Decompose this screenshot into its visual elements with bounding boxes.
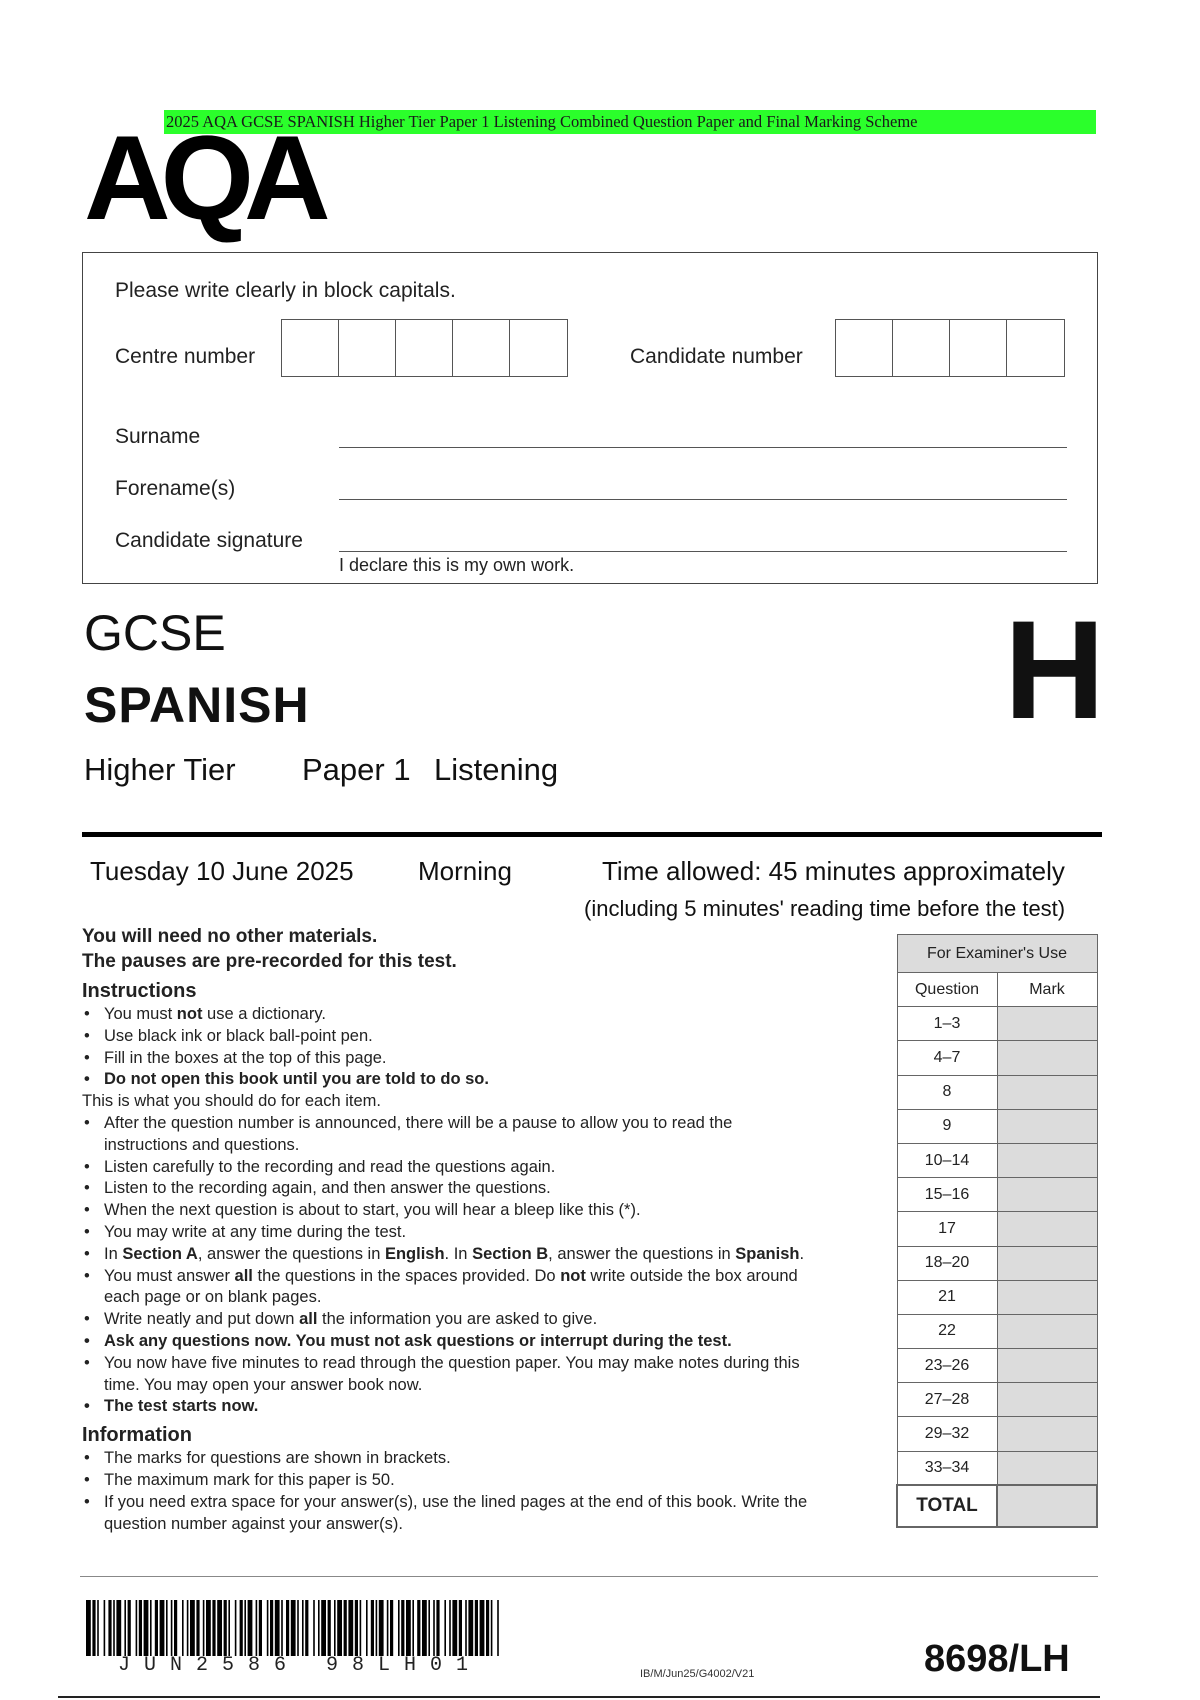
list-item: • You now have five minutes to read through the question paper. You may make notes during this time. You may open your answer book now. — [82, 1353, 812, 1397]
list-item: • Fill in the boxes at the top of this page. — [82, 1048, 812, 1070]
signature-field[interactable] — [339, 551, 1067, 552]
list-item: • If you need extra space for your answer(s), use the lined pages at the end of this book. Write the question number against your answer(s). — [82, 1492, 812, 1536]
barcode-bar — [166, 1600, 168, 1656]
centre-number-digit[interactable] — [453, 320, 510, 376]
barcode-bar — [465, 1600, 467, 1656]
table-row — [897, 1007, 1097, 1041]
barcode-bar — [348, 1600, 353, 1656]
question-range: 23–26 — [897, 1349, 997, 1383]
barcode-bar — [291, 1600, 296, 1656]
barcode-bar — [412, 1600, 414, 1656]
mark-cell[interactable] — [997, 1143, 1097, 1177]
list-item: • You may write at any time during the test. — [82, 1222, 812, 1244]
list-item: • Write neatly and put down all the information you are asked to give. — [82, 1309, 812, 1331]
table-row — [897, 1280, 1097, 1314]
question-range: 18–20 — [897, 1246, 997, 1280]
candidate-number-label: Candidate number — [630, 345, 803, 368]
barcode-bar — [449, 1600, 451, 1656]
mark-cell[interactable] — [997, 1212, 1097, 1246]
question-column-header: Question — [897, 973, 997, 1007]
list-item: • The marks for questions are shown in brackets. — [82, 1448, 812, 1470]
mark-cell[interactable] — [997, 1451, 1097, 1485]
barcode-bar — [297, 1600, 299, 1656]
barcode-bar — [206, 1600, 211, 1656]
list-item: • Ask any questions now. You must not ask questions or interrupt during the test. — [82, 1331, 812, 1353]
centre-number-digit[interactable] — [510, 320, 567, 376]
instructions-list — [82, 1004, 812, 1091]
barcode-bar — [256, 1600, 258, 1656]
mark-cell[interactable] — [997, 1109, 1097, 1143]
barcode-bar — [379, 1600, 384, 1656]
barcode-bar — [417, 1600, 420, 1656]
list-item: • In Section A, answer the questions in English. In Section B, answer the questions in Spanish. — [82, 1244, 812, 1266]
table-row — [897, 1314, 1097, 1348]
mark-cell[interactable] — [997, 1383, 1097, 1417]
barcode — [86, 1600, 502, 1656]
qualification-title: GCSE — [84, 605, 226, 661]
table-row — [897, 1383, 1097, 1417]
barcode-bar — [371, 1600, 374, 1656]
tier-letter: H — [1004, 591, 1106, 748]
mark-cell[interactable] — [997, 1075, 1097, 1109]
materials-note: You will need no other materials. — [82, 926, 378, 947]
instructions-heading: Instructions — [82, 980, 197, 1002]
barcode-bar — [196, 1600, 199, 1656]
table-row — [897, 1075, 1097, 1109]
footer-divider — [80, 1576, 1098, 1577]
mark-cell[interactable] — [997, 1349, 1097, 1383]
barcode-bar — [124, 1600, 126, 1656]
barcode-bar — [240, 1600, 243, 1656]
examiner-table-title: For Examiner's Use — [897, 935, 1097, 973]
forenames-label: Forename(s) — [115, 477, 236, 500]
paper-code: 8698/LH — [924, 1638, 1070, 1680]
mark-cell[interactable] — [997, 1246, 1097, 1280]
signature-label: Candidate signature — [115, 529, 303, 552]
question-range: 33–34 — [897, 1451, 997, 1485]
barcode-bar — [248, 1600, 253, 1656]
barcode-bar — [398, 1600, 400, 1656]
barcode-bar — [328, 1600, 331, 1656]
barcode-bar — [313, 1600, 315, 1656]
barcode-bar — [150, 1600, 152, 1656]
barcode-bar — [187, 1600, 189, 1656]
centre-number-digit[interactable] — [339, 320, 396, 376]
candidate-number-digit[interactable] — [950, 320, 1007, 376]
table-row — [897, 1451, 1097, 1485]
centre-number-boxes[interactable] — [281, 319, 568, 377]
barcode-bar — [376, 1600, 378, 1656]
barcode-bar — [155, 1600, 158, 1656]
mark-cell[interactable] — [997, 1314, 1097, 1348]
barcode-bar — [433, 1600, 435, 1656]
barcode-bar — [366, 1600, 368, 1656]
reading-time-note: (including 5 minutes' reading time before the test) — [584, 896, 1066, 921]
barcode-bar — [136, 1600, 138, 1656]
surname-field[interactable] — [339, 447, 1067, 448]
candidate-number-digit[interactable] — [836, 320, 893, 376]
each-item-intro: This is what you should do for each item. — [82, 1092, 381, 1111]
barcode-bar — [491, 1600, 493, 1656]
mark-column-header: Mark — [997, 973, 1097, 1007]
barcode-bar — [224, 1600, 227, 1656]
item-steps-list — [82, 1113, 812, 1418]
surname-label: Surname — [115, 425, 201, 448]
barcode-bar — [321, 1600, 326, 1656]
barcode-bar — [275, 1600, 280, 1656]
barcode-bar — [475, 1600, 478, 1656]
question-range: 9 — [897, 1109, 997, 1143]
table-row — [897, 1041, 1097, 1075]
barcode-bar — [267, 1600, 269, 1656]
time-allowed: Time allowed: 45 minutes approximately — [602, 856, 1065, 886]
barcode-bar — [486, 1600, 489, 1656]
barcode-bar — [401, 1600, 404, 1656]
list-item: • Listen to the recording again, and then answer the questions. — [82, 1178, 812, 1200]
page-bottom-rule — [58, 1696, 1100, 1698]
barcode-bar — [217, 1600, 222, 1656]
barcode-bar — [390, 1600, 393, 1656]
barcode-bar — [436, 1600, 439, 1656]
declaration-text: I declare this is my own work. — [339, 555, 575, 575]
barcode-bar — [337, 1600, 342, 1656]
question-range: 27–28 — [897, 1383, 997, 1417]
question-range: 1–3 — [897, 1007, 997, 1041]
barcode-bar — [406, 1600, 411, 1656]
list-item: • The maximum mark for this paper is 50. — [82, 1470, 812, 1492]
mark-cell[interactable] — [997, 1280, 1097, 1314]
information-heading: Information — [82, 1424, 192, 1447]
barcode-bar — [235, 1600, 237, 1656]
barcode-bar — [104, 1600, 106, 1656]
tier-label: Higher Tier — [84, 752, 236, 787]
list-item: • When the next question is about to start, you will hear a bleep like this (*). — [82, 1200, 812, 1222]
barcode-bar — [452, 1600, 457, 1656]
list-item: • Do not open this book until you are told to do so. — [82, 1069, 812, 1091]
block-capitals-instruction: Please write clearly in block capitals. — [115, 279, 456, 302]
barcode-bar — [244, 1600, 246, 1656]
table-row — [897, 1143, 1097, 1177]
centre-number-label: Centre number — [115, 345, 256, 368]
barcode-bar — [360, 1600, 362, 1656]
barcode-bar — [334, 1600, 336, 1656]
forenames-field[interactable] — [339, 499, 1067, 500]
total-row — [897, 1485, 1097, 1527]
barcode-bar — [387, 1600, 389, 1656]
barcode-bar — [318, 1600, 320, 1656]
paper-number: Paper 1 — [302, 752, 411, 787]
paper-component: Listening — [434, 752, 559, 787]
barcode-bar — [160, 1600, 165, 1656]
question-range: 29–32 — [897, 1417, 997, 1451]
list-item: • Use black ink or black ball-point pen. — [82, 1026, 812, 1048]
barcode-bar — [281, 1600, 283, 1656]
question-range: 10–14 — [897, 1143, 997, 1177]
barcode-bar — [139, 1600, 142, 1656]
barcode-number: JUN2586 98LH01 — [118, 1654, 483, 1677]
instructions-column — [82, 924, 812, 1535]
mark-cell[interactable] — [997, 1178, 1097, 1212]
barcode-bar — [302, 1600, 304, 1656]
barcode-bar — [286, 1600, 289, 1656]
barcode-bar — [497, 1600, 499, 1656]
barcode-bar — [97, 1600, 99, 1656]
barcode-bar — [444, 1600, 446, 1656]
aqa-logo: AQA — [84, 111, 321, 245]
candidate-number-boxes[interactable] — [835, 319, 1065, 377]
barcode-bar — [108, 1600, 111, 1656]
question-range: 17 — [897, 1212, 997, 1246]
heading-divider — [82, 832, 1102, 837]
candidate-number-digit[interactable] — [1007, 320, 1064, 376]
barcode-bar — [212, 1600, 215, 1656]
list-item: • After the question number is announced, there will be a pause to allow you to read the instructions and questions. — [82, 1113, 812, 1157]
barcode-bar — [355, 1600, 358, 1656]
exam-date: Tuesday 10 June 2025 — [90, 856, 354, 886]
list-item: • The test starts now. — [82, 1396, 812, 1418]
question-range: 4–7 — [897, 1041, 997, 1075]
table-row — [897, 1417, 1097, 1451]
list-item: • Listen carefully to the recording and read the questions again. — [82, 1157, 812, 1179]
mark-cell[interactable] — [997, 1041, 1097, 1075]
barcode-bar — [203, 1600, 205, 1656]
barcode-bar — [459, 1600, 462, 1656]
centre-number-digit[interactable] — [282, 320, 339, 376]
barcode-bar — [92, 1600, 95, 1656]
barcode-bar — [270, 1600, 273, 1656]
barcode-bar — [468, 1600, 473, 1656]
barcode-bar — [259, 1600, 262, 1656]
banner-text: 2025 AQA GCSE SPANISH Higher Tier Paper 1 Listening Combined Question Paper and Final Marking Scheme — [166, 112, 918, 131]
exam-session: Morning — [418, 856, 512, 886]
table-row — [897, 1212, 1097, 1246]
document-reference: IB/M/Jun25/G4002/V21 — [640, 1668, 755, 1680]
table-row — [897, 1109, 1097, 1143]
mark-cell[interactable] — [997, 1417, 1097, 1451]
barcode-bar — [182, 1600, 184, 1656]
barcode-bar — [305, 1600, 308, 1656]
question-range: 8 — [897, 1075, 997, 1109]
barcode-bar — [171, 1600, 173, 1656]
list-item: • You must answer all the questions in the spaces provided. Do not write outside the box around each page or on blank pages. — [82, 1266, 812, 1310]
total-label: TOTAL — [897, 1485, 997, 1527]
barcode-bar — [174, 1600, 177, 1656]
mark-cell[interactable] — [997, 1007, 1097, 1041]
barcode-bar — [428, 1600, 430, 1656]
barcode-bar — [128, 1600, 131, 1656]
barcode-bar — [86, 1600, 91, 1656]
barcode-bar — [344, 1600, 347, 1656]
table-row — [897, 1349, 1097, 1383]
pauses-note: The pauses are pre-recorded for this test. — [82, 951, 457, 972]
examiner-use-table — [896, 934, 1098, 1528]
candidate-details-box — [82, 252, 1098, 584]
barcode-bar — [144, 1600, 149, 1656]
barcode-bar — [228, 1600, 230, 1656]
barcode-bar — [422, 1600, 427, 1656]
question-range: 22 — [897, 1314, 997, 1348]
centre-number-digit[interactable] — [396, 320, 453, 376]
table-row — [897, 1246, 1097, 1280]
barcode-bar — [116, 1600, 121, 1656]
subject-title: SPANISH — [84, 677, 310, 733]
barcode-bar — [480, 1600, 485, 1656]
barcode-bar — [113, 1600, 115, 1656]
list-item: • You must not use a dictionary. — [82, 1004, 812, 1026]
question-range: 21 — [897, 1280, 997, 1314]
candidate-number-digit[interactable] — [893, 320, 950, 376]
question-range: 15–16 — [897, 1178, 997, 1212]
barcode-bar — [190, 1600, 195, 1656]
information-list — [82, 1448, 812, 1535]
total-mark-cell[interactable] — [997, 1485, 1097, 1527]
table-row — [897, 1178, 1097, 1212]
